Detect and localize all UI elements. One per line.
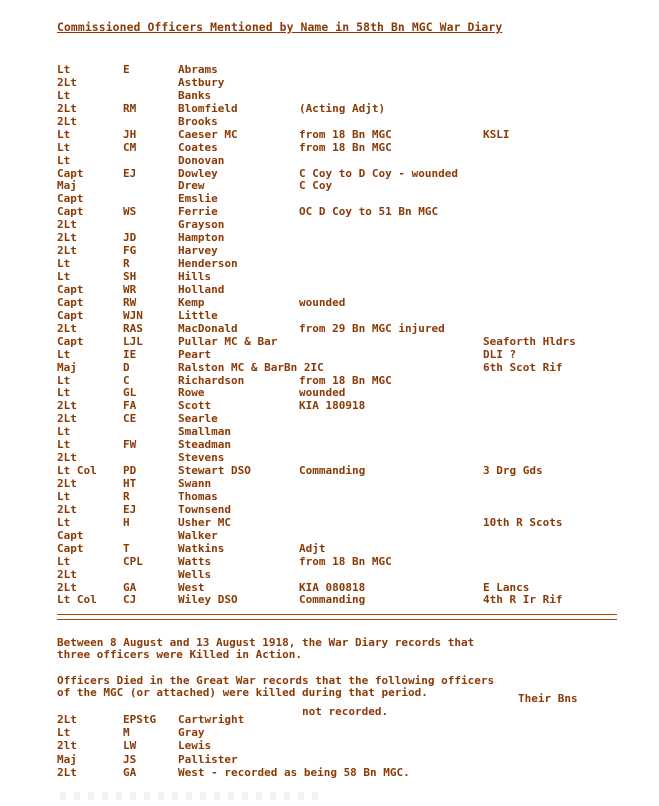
officer-name: Swann bbox=[178, 477, 212, 490]
officer-name: Peart bbox=[178, 347, 212, 361]
killed-officer-row bbox=[57, 713, 617, 726]
officer-note: OC D Coy to 51 Bn MGC bbox=[299, 205, 439, 219]
officer-init: R bbox=[123, 489, 130, 503]
officer-note: Adjt bbox=[299, 541, 326, 555]
officer-row bbox=[57, 103, 627, 116]
officer-name: Usher MC bbox=[178, 515, 231, 529]
officer-rank: 2Lt bbox=[57, 412, 77, 426]
officer-row bbox=[57, 504, 627, 517]
officer-name: Donovan bbox=[178, 153, 225, 167]
officer-name: Stewart DSO bbox=[178, 464, 251, 478]
officer-rank: 2Lt bbox=[57, 765, 77, 779]
officer-rank: Lt bbox=[57, 63, 71, 76]
officer-init: IE bbox=[123, 347, 137, 361]
officer-init: EPStG bbox=[123, 713, 157, 726]
officer-rank: Lt bbox=[57, 489, 71, 503]
officer-rank: Maj bbox=[57, 360, 77, 374]
officer-rank: Lt bbox=[57, 347, 71, 361]
officer-init: JS bbox=[123, 752, 137, 766]
officer-rank: Capt bbox=[57, 192, 84, 206]
officer-name: Abrams bbox=[178, 63, 218, 76]
document-title: Commissioned Officers Mentioned by Name in 58th Bn MGC War Diary bbox=[57, 20, 503, 34]
officer-unit: KSLI bbox=[483, 127, 510, 141]
officer-rank: Capt bbox=[57, 282, 84, 296]
officer-init: CM bbox=[123, 140, 137, 154]
officer-row bbox=[57, 116, 627, 129]
scan-smudge bbox=[60, 792, 320, 800]
officer-name: Blomfield bbox=[178, 101, 238, 115]
officer-name: Emslie bbox=[178, 192, 218, 206]
officer-init: CE bbox=[123, 412, 137, 426]
officer-rank: Capt bbox=[57, 541, 84, 555]
officer-rank: Lt bbox=[57, 127, 71, 141]
officer-name: Grayson bbox=[178, 218, 225, 232]
officer-unit: 10th R Scots bbox=[483, 515, 563, 529]
officer-name: Gray bbox=[178, 726, 205, 740]
officer-row bbox=[57, 543, 627, 556]
officer-note: C Coy bbox=[299, 179, 333, 193]
officer-rank: 2Lt bbox=[57, 114, 77, 128]
officer-init: JD bbox=[123, 231, 137, 245]
officer-row bbox=[57, 297, 627, 310]
officer-row bbox=[57, 168, 627, 181]
officer-rank: 2Lt bbox=[57, 451, 77, 465]
officer-init: CPL bbox=[123, 554, 143, 568]
officer-name: West bbox=[178, 580, 205, 594]
officer-rank: 2Lt bbox=[57, 477, 77, 490]
officer-name: Little bbox=[178, 308, 218, 322]
officer-rank: 2Lt bbox=[57, 502, 77, 516]
officer-row bbox=[57, 142, 627, 155]
officer-init: RAS bbox=[123, 321, 143, 335]
officer-name: Harvey bbox=[178, 244, 218, 258]
officer-name: Drew bbox=[178, 179, 205, 193]
officer-rank: Lt bbox=[57, 373, 71, 387]
officer-name: Wiley DSO bbox=[178, 593, 238, 607]
officer-rank: Lt bbox=[57, 386, 71, 400]
officer-rank: 2Lt bbox=[57, 567, 77, 581]
officer-note: KIA 080818 bbox=[299, 580, 366, 594]
officer-row bbox=[57, 219, 627, 232]
officer-row bbox=[57, 245, 627, 258]
officer-rank: Lt bbox=[57, 153, 71, 167]
officer-init: CJ bbox=[123, 593, 137, 607]
officer-row bbox=[57, 491, 627, 504]
officer-name: Caeser MC bbox=[178, 127, 238, 141]
officer-name: Watts bbox=[178, 554, 212, 568]
officer-name: Pallister bbox=[178, 752, 238, 766]
officer-note: from 18 Bn MGC bbox=[299, 373, 392, 387]
officer-note: from 18 Bn MGC bbox=[299, 140, 392, 154]
officer-rank: Lt bbox=[57, 438, 71, 452]
officer-rank: 2Lt bbox=[57, 713, 77, 726]
officer-name: Cartwright bbox=[178, 713, 245, 726]
killed-officer-row bbox=[57, 726, 617, 739]
officer-init: FW bbox=[123, 438, 137, 452]
officer-name: Kemp bbox=[178, 295, 205, 309]
officer-note: from 18 Bn MGC bbox=[299, 554, 392, 568]
killed-officer-row bbox=[57, 766, 617, 779]
officer-row bbox=[57, 336, 627, 349]
officer-rank: Lt bbox=[57, 257, 71, 271]
officer-name: Watkins bbox=[178, 541, 225, 555]
officer-init: LJL bbox=[123, 334, 143, 348]
officer-rank: Lt bbox=[57, 140, 71, 154]
officer-row bbox=[57, 180, 627, 193]
officer-row bbox=[57, 284, 627, 297]
officer-rank: 2Lt bbox=[57, 101, 77, 115]
officer-rank: Capt bbox=[57, 528, 84, 542]
officer-init: FA bbox=[123, 399, 137, 413]
officer-name: Hills bbox=[178, 270, 212, 283]
officer-unit: 6th Scot Rif bbox=[483, 360, 563, 374]
officer-init: M bbox=[123, 726, 130, 740]
officer-name: Stevens bbox=[178, 451, 225, 465]
officer-init: GA bbox=[123, 580, 137, 594]
officer-rank: Capt bbox=[57, 308, 84, 322]
officer-init: T bbox=[123, 541, 130, 555]
officer-name: Lewis bbox=[178, 739, 212, 753]
officer-rank: Maj bbox=[57, 752, 77, 766]
officer-rank: Capt bbox=[57, 295, 84, 309]
officer-rank: 2Lt bbox=[57, 580, 77, 594]
officer-init: PD bbox=[123, 464, 137, 478]
officer-init: FG bbox=[123, 244, 137, 258]
killed-officer-list bbox=[57, 713, 617, 779]
officer-name: Richardson bbox=[178, 373, 245, 387]
officer-rank: 2Lt bbox=[57, 399, 77, 413]
officer-row bbox=[57, 400, 627, 413]
officer-name: Coates bbox=[178, 140, 218, 154]
officer-init: LW bbox=[123, 739, 137, 753]
officer-init: WS bbox=[123, 205, 137, 219]
officer-row bbox=[57, 426, 627, 439]
officer-row bbox=[57, 323, 627, 336]
officer-init: R bbox=[123, 257, 130, 271]
officer-note: C Coy to D Coy - wounded bbox=[299, 166, 458, 180]
officer-name: Walker bbox=[178, 528, 218, 542]
officer-row bbox=[57, 129, 627, 142]
officer-init: JH bbox=[123, 127, 137, 141]
officer-rank: 2Lt bbox=[57, 244, 77, 258]
officer-name: Smallman bbox=[178, 425, 231, 439]
officer-name: Rowe bbox=[178, 386, 205, 400]
officer-init: HT bbox=[123, 477, 137, 490]
officer-row bbox=[57, 90, 627, 103]
officer-row bbox=[57, 517, 627, 530]
officer-init: EJ bbox=[123, 166, 137, 180]
officer-unit: 3 Drg Gds bbox=[483, 464, 543, 478]
officer-init: D bbox=[123, 360, 130, 374]
officer-unit: Seaforth Hldrs bbox=[483, 334, 576, 348]
officer-name: Holland bbox=[178, 282, 225, 296]
officer-row bbox=[57, 556, 627, 569]
officer-rank: Lt Col bbox=[57, 593, 97, 607]
officer-row bbox=[57, 232, 627, 245]
officer-rank: Lt bbox=[57, 425, 71, 439]
officer-rank: Lt bbox=[57, 515, 71, 529]
officer-name: MacDonald bbox=[178, 321, 238, 335]
officer-init: EJ bbox=[123, 502, 137, 516]
killed-officer-row bbox=[57, 753, 617, 766]
officer-name: Ralston MC & BarBn 2IC bbox=[178, 360, 324, 374]
officer-name: Henderson bbox=[178, 257, 238, 271]
officer-rank: Lt Col bbox=[57, 464, 97, 478]
odgw-tail-1: Their Bns bbox=[518, 692, 578, 705]
officer-note: Commanding bbox=[299, 593, 366, 607]
odgw-paragraph: Officers Died in the Great War records that the following officers of the MGC (or attached) were killed during that period. bbox=[57, 674, 495, 700]
officer-init: SH bbox=[123, 270, 137, 283]
officer-name: Brooks bbox=[178, 114, 218, 128]
officer-name: Scott bbox=[178, 399, 212, 413]
officer-note: from 18 Bn MGC bbox=[299, 127, 392, 141]
officer-init: RM bbox=[123, 101, 137, 115]
officer-unit: DLI ? bbox=[483, 347, 517, 361]
officer-init: H bbox=[123, 515, 130, 529]
officer-rank: Capt bbox=[57, 334, 84, 348]
officer-rank: Lt bbox=[57, 270, 71, 283]
officer-init: WR bbox=[123, 282, 137, 296]
officer-row bbox=[57, 349, 627, 362]
officer-row bbox=[57, 64, 627, 77]
officer-note: from 29 Bn MGC injured bbox=[299, 321, 445, 335]
officer-unit: E Lancs bbox=[483, 580, 530, 594]
officer-name: Astbury bbox=[178, 75, 225, 89]
officer-name: Wells bbox=[178, 567, 212, 581]
officer-name: Pullar MC & Bar bbox=[178, 334, 278, 348]
odgw-tail-2: not recorded. bbox=[302, 705, 389, 718]
officer-name: Townsend bbox=[178, 502, 231, 516]
officer-note: KIA 180918 bbox=[299, 399, 366, 413]
officer-rank: 2Lt bbox=[57, 231, 77, 245]
double-rule-divider bbox=[57, 614, 617, 620]
officer-init: RW bbox=[123, 295, 137, 309]
officer-row bbox=[57, 155, 627, 168]
officer-row bbox=[57, 465, 627, 478]
officer-init: GL bbox=[123, 386, 137, 400]
officer-rank: Lt bbox=[57, 88, 71, 102]
officer-name: Thomas bbox=[178, 489, 218, 503]
officer-name: Dowley bbox=[178, 166, 218, 180]
officer-unit: 4th R Ir Rif bbox=[483, 593, 563, 607]
officer-note: (Acting Adjt) bbox=[299, 101, 386, 115]
officer-rank: Capt bbox=[57, 205, 84, 219]
officer-init: E bbox=[123, 63, 130, 76]
officer-row bbox=[57, 362, 627, 375]
officer-init: GA bbox=[123, 765, 137, 779]
officer-row bbox=[57, 478, 627, 491]
kia-summary-paragraph: Between 8 August and 13 August 1918, the War Diary records that three officers were Killed in Action. bbox=[57, 636, 475, 662]
officer-name: Hampton bbox=[178, 231, 225, 245]
officer-rank: Capt bbox=[57, 166, 84, 180]
officer-note: wounded bbox=[299, 295, 346, 309]
officer-rank: 2Lt bbox=[57, 218, 77, 232]
officer-rank: Lt bbox=[57, 554, 71, 568]
officer-name: West - recorded as being 58 Bn MGC. bbox=[178, 765, 410, 779]
officer-name: Ferrie bbox=[178, 205, 218, 219]
officer-rank: 2Lt bbox=[57, 321, 77, 335]
officer-row bbox=[57, 258, 627, 271]
officer-rank: Lt bbox=[57, 726, 71, 740]
killed-officer-row bbox=[57, 739, 617, 752]
officer-rank: 2Lt bbox=[57, 75, 77, 89]
officer-row bbox=[57, 206, 627, 219]
officer-name: Steadman bbox=[178, 438, 231, 452]
officer-row bbox=[57, 530, 627, 543]
officer-row bbox=[57, 310, 627, 323]
officer-list bbox=[57, 64, 627, 607]
officer-rank: Maj bbox=[57, 179, 77, 193]
officer-row bbox=[57, 77, 627, 90]
officer-row bbox=[57, 413, 627, 426]
officer-note: Commanding bbox=[299, 464, 366, 478]
officer-rank: 2lt bbox=[57, 739, 77, 753]
officer-name: Searle bbox=[178, 412, 218, 426]
officer-init: WJN bbox=[123, 308, 143, 322]
officer-row bbox=[57, 569, 627, 582]
officer-note: wounded bbox=[299, 386, 346, 400]
officer-row bbox=[57, 439, 627, 452]
officer-row bbox=[57, 594, 627, 607]
officer-row bbox=[57, 271, 627, 284]
officer-init: C bbox=[123, 373, 130, 387]
officer-name: Banks bbox=[178, 88, 212, 102]
